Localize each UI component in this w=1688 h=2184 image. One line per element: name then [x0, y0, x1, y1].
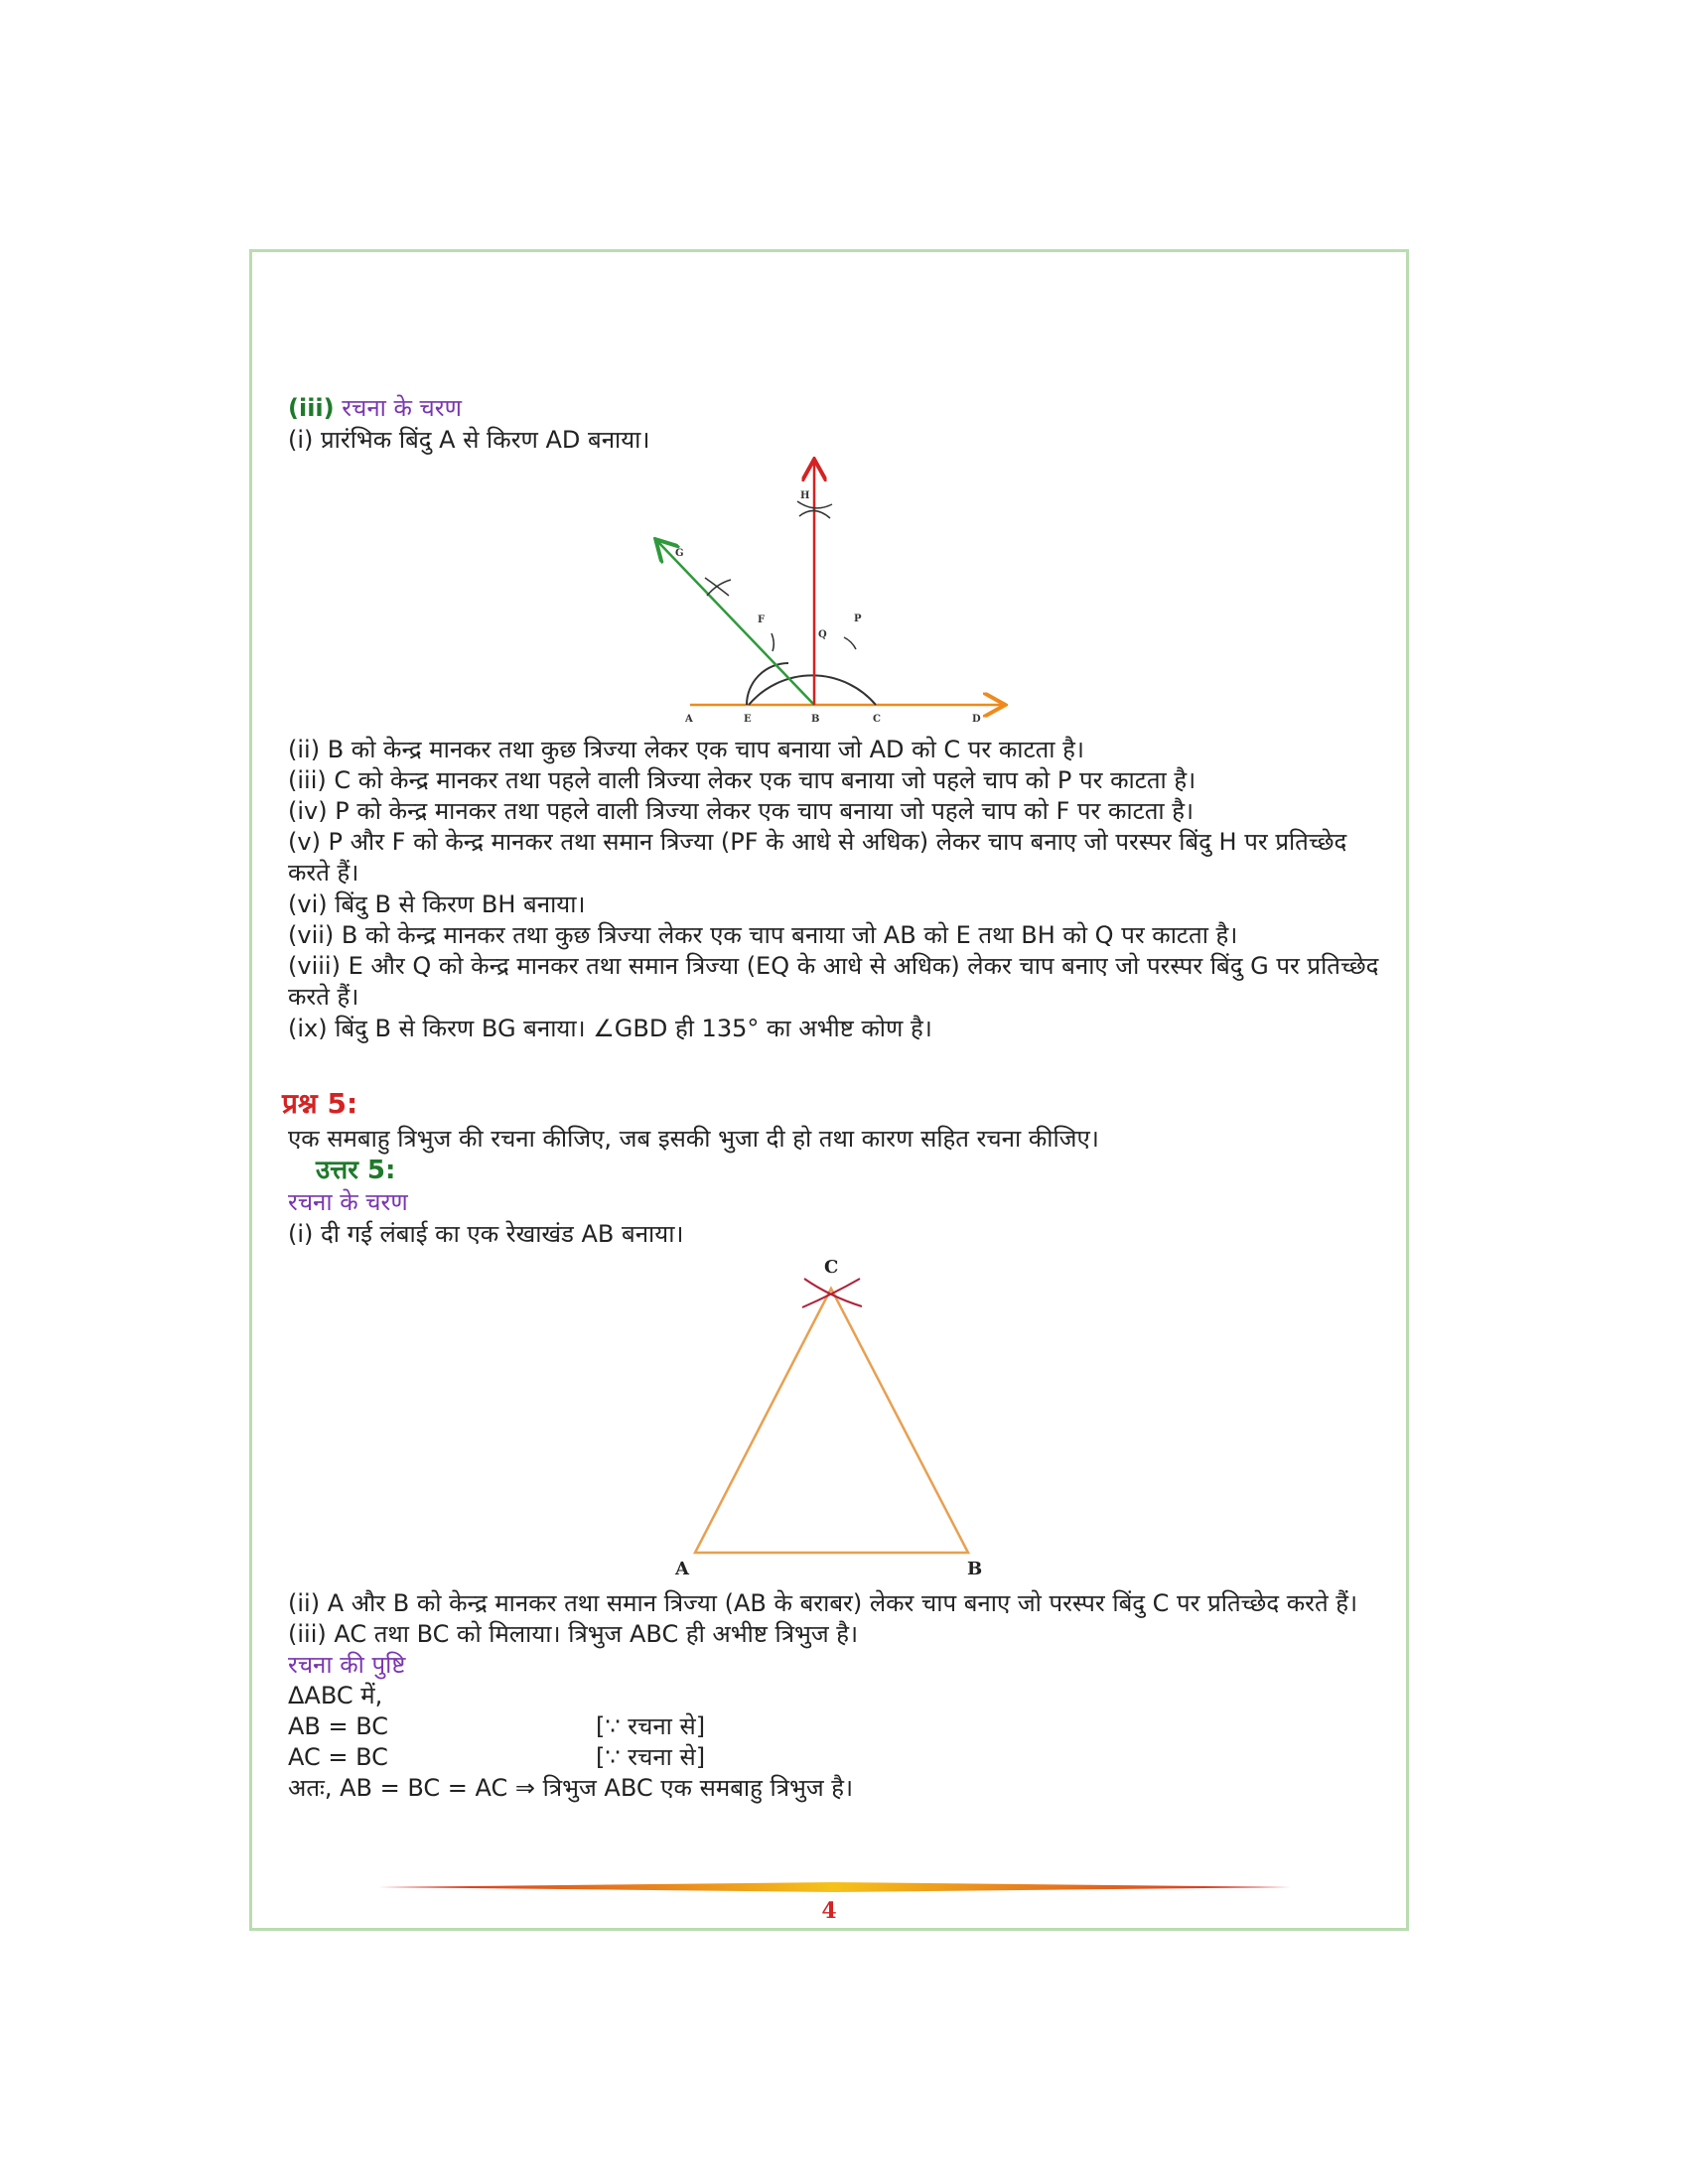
step-line: (ix) बिंदु B से किरण BG बनाया। ∠GBD ही 135° का अभीष्ट कोण है।	[288, 1015, 932, 1042]
label-p: P	[854, 614, 862, 624]
step-line: (iii) C को केन्द्र मानकर तथा पहले वाली त्रिज्या लेकर एक चाप बनाया जो पहले चाप को P पर काटता है।	[288, 766, 1196, 794]
label-b: B	[967, 1559, 983, 1579]
section-number: (iii)	[288, 394, 335, 422]
label-f: F	[758, 614, 766, 625]
angle-construction-figure	[635, 447, 1033, 735]
label-h: H	[800, 490, 810, 501]
arc-ec	[747, 663, 788, 705]
step-line: (viii) E और Q को केन्द्र मानकर तथा समान त्रिज्या (EQ के आधे से अधिक) लेकर चाप बनाए जो परस्पर बिंदु G पर प्रतिच्छेद करते हैं।	[288, 952, 1379, 1011]
verify-heading: रचना की पुष्टि	[288, 1651, 406, 1679]
question-text: एक समबाहु त्रिभुज की रचना कीजिए, जब इसकी भुजा दी हो तथा कारण सहित रचना कीजिए।	[288, 1125, 1099, 1153]
label-c: C	[824, 1257, 839, 1278]
triangle-abc	[695, 1289, 968, 1553]
step-line: (vi) बिंदु B से किरण BH बनाया।	[288, 890, 586, 918]
label-c: C	[873, 714, 881, 725]
label-d: D	[972, 714, 981, 725]
footer-divider	[375, 1882, 1291, 1892]
equation: AB = BC	[288, 1712, 389, 1740]
section-title: रचना के चरण	[342, 394, 462, 422]
section-heading	[288, 393, 462, 424]
arc-cp	[749, 675, 876, 705]
ray-bg	[657, 541, 814, 705]
steps-heading: रचना के चरण	[288, 1188, 408, 1216]
step-line: (vii) B को केन्द्र मानकर तथा कुछ त्रिज्या लेकर एक चाप बनाया जो AB को E तथा BH को Q पर काटता है।	[288, 921, 1238, 949]
equation: AC = BC	[288, 1743, 388, 1771]
equation-row	[288, 1742, 706, 1773]
verify-intro: ΔABC में,	[288, 1682, 383, 1709]
step-line: (i) दी गई लंबाई का एक रेखाखंड AB बनाया।	[288, 1220, 684, 1248]
label-e: E	[744, 714, 752, 725]
arc-mark-p	[844, 637, 856, 649]
step-line: (iii) AC तथा BC को मिलाया। त्रिभुज ABC ही अभीष्ट त्रिभुज है।	[288, 1620, 859, 1648]
equation-reason: [∵ रचना से]	[596, 1712, 706, 1740]
label-a: A	[675, 1559, 689, 1579]
label-a: A	[685, 714, 693, 725]
arc-mark-f	[772, 633, 774, 651]
step-line: (ii) A और B को केन्द्र मानकर तथा समान त्रिज्या (AB के बराबर) लेकर चाप बनाए जो परस्पर बिंदु C पर प्रतिच्छेद करते हैं।	[288, 1589, 1358, 1617]
step-line: (v) P और F को केन्द्र मानकर तथा समान त्रिज्या (PF के आधे से अधिक) लेकर चाप बनाए जो परस्पर बिंदु H पर प्रतिच्छेद करते हैं।	[288, 828, 1347, 887]
label-q: Q	[818, 629, 827, 640]
label-b: B	[811, 714, 820, 725]
answer-title: उत्तर 5:	[316, 1156, 396, 1185]
page-number: 4	[821, 1898, 837, 1924]
step-line: (iv) P को केन्द्र मानकर तथा पहले वाली त्रिज्या लेकर एक चाप बनाया जो पहले चाप को F पर काटता है।	[288, 797, 1195, 825]
step-line: (ii) B को केन्द्र मानकर तथा कुछ त्रिज्या लेकर एक चाप बनाया जो AD को C पर काटता है।	[288, 736, 1084, 763]
conclusion: अतः, AB = BC = AC ⇒ त्रिभुज ABC एक समबाहु त्रिभुज है।	[288, 1774, 854, 1802]
label-g: G	[675, 548, 684, 559]
equation-reason: [∵ रचना से]	[596, 1743, 706, 1771]
equilateral-triangle-figure	[655, 1253, 1003, 1590]
equation-row	[288, 1711, 706, 1742]
question-title: प्रश्न 5:	[282, 1087, 358, 1120]
step-line: (i) प्रारंभिक बिंदु A से किरण AD बनाया।	[288, 426, 650, 454]
